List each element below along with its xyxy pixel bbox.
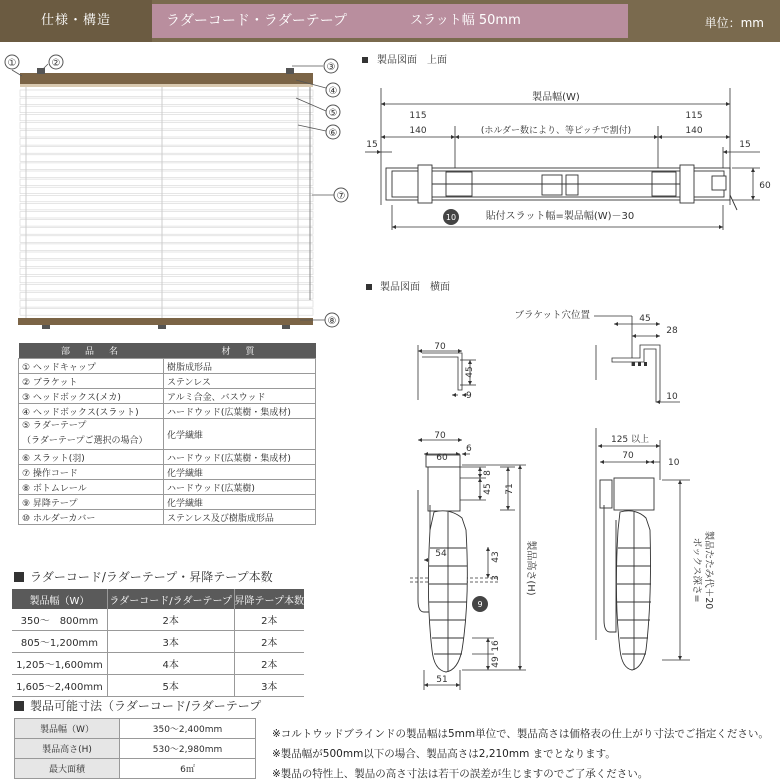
slat xyxy=(20,276,313,283)
dim-115-right: 115 xyxy=(685,111,703,121)
svg-text:28: 28 xyxy=(666,326,678,336)
parts-table xyxy=(18,343,316,525)
callout-7: ⑦ xyxy=(336,191,346,202)
bracket-hole-label: ブラケット穴位置 xyxy=(514,310,590,321)
slat xyxy=(20,187,313,194)
box-depth-label-2: 製品たたみ代＋20 xyxy=(703,530,714,610)
note-3: ※製品の特性上、製品の高さ寸法は若干の誤差が生じますのでご了承ください。 xyxy=(272,768,649,780)
size-table xyxy=(14,718,256,779)
side-view xyxy=(366,280,715,690)
svg-text:45: 45 xyxy=(483,483,493,495)
table-row: ⑧ ボトムレール ハードウッド(広葉樹) xyxy=(19,480,316,495)
counts-title: ラダーコード/ラダーテープ・昇降テープ本数 xyxy=(14,568,273,585)
svg-text:71: 71 xyxy=(505,483,515,495)
slat xyxy=(20,98,313,105)
section-title: 仕様・構造 xyxy=(0,0,152,42)
size-title: 製品可能寸法（ラダーコード/ラダーテープ xyxy=(14,697,261,714)
svg-text:60: 60 xyxy=(436,453,448,463)
svg-text:9: 9 xyxy=(477,600,483,609)
table-row: ⑨ 昇降テープ 化学繊維 xyxy=(19,495,316,510)
table-row: ⑩ ホルダーカバー ステンレス及び樹脂成形品 xyxy=(19,510,316,525)
slat xyxy=(20,147,313,154)
table-row: 製品幅（W） 350～2,400mm xyxy=(15,719,256,739)
dim-15-right: 15 xyxy=(739,140,751,150)
table-row: 1,205～1,600mm 4本 2本 xyxy=(12,653,304,675)
callout-4: ④ xyxy=(328,86,338,97)
page-title: ラダーコード・ラダーテープ xyxy=(166,13,348,29)
svg-text:125 以上: 125 以上 xyxy=(610,435,650,445)
notes xyxy=(272,724,780,784)
table-row: ⑦ 操作コード 化学繊維 xyxy=(19,465,316,480)
callout-8: ⑧ xyxy=(327,316,337,327)
svg-text:16: 16 xyxy=(491,640,501,652)
parts-header-material: 材 質 xyxy=(164,343,316,359)
note-2: ※製品幅が500mm以下の場合、製品高さは2,210mm までとなります。 xyxy=(272,748,616,760)
slat xyxy=(20,139,313,146)
slat xyxy=(20,163,313,170)
table-row: ⑥ スラット(羽) ハードウッド(広葉樹・集成材) xyxy=(19,450,316,465)
callout-6: ⑥ xyxy=(328,128,338,139)
parts-header-name: 部 品 名 xyxy=(19,343,164,359)
slat xyxy=(20,203,313,210)
dim-140-right: 140 xyxy=(685,126,703,136)
slat xyxy=(20,122,313,128)
dim-15-left: 15 xyxy=(366,140,378,150)
svg-text:45: 45 xyxy=(465,366,475,378)
table-row: 1,605～2,400mm 5本 3本 xyxy=(12,675,304,697)
height-label: 製品高さ(H) xyxy=(525,540,536,596)
slats xyxy=(20,90,313,315)
svg-text:9: 9 xyxy=(466,391,472,401)
table-row: ① ヘッドキャップ 樹脂成形品 xyxy=(19,359,316,374)
svg-text:6: 6 xyxy=(466,444,472,454)
slat xyxy=(20,106,313,113)
table-row: ⑤ ラダーテープ （ラダーテープご選択の場合） 化学繊維 xyxy=(19,419,316,450)
slat xyxy=(20,260,313,267)
table-row: 製品高さ(H) 530～2,980mm xyxy=(15,739,256,759)
svg-text:70: 70 xyxy=(622,451,634,461)
product-width-label: 製品幅(W) xyxy=(532,92,580,103)
callout-5: ⑤ xyxy=(328,108,338,119)
svg-text:10: 10 xyxy=(668,458,680,468)
slat xyxy=(20,155,313,162)
svg-text:10: 10 xyxy=(445,213,457,222)
slat xyxy=(20,252,313,259)
table-row: 最大面積 6㎡ xyxy=(15,759,256,779)
bracket-right xyxy=(286,68,294,74)
bottom-rail xyxy=(18,318,313,325)
box-depth-label-1: ボックス深さ= xyxy=(691,537,702,603)
top-view xyxy=(362,53,771,230)
svg-text:43: 43 xyxy=(491,551,501,563)
slat xyxy=(20,228,313,235)
slat xyxy=(20,179,313,186)
callout-2: ② xyxy=(51,58,61,69)
dim-60: 60 xyxy=(759,181,771,191)
dim-115-left: 115 xyxy=(409,111,427,121)
table-row: 805～1,200mm 3本 2本 xyxy=(12,631,304,653)
slat xyxy=(20,244,313,251)
slat xyxy=(20,90,313,97)
slat-width: スラット幅 50mm xyxy=(410,13,521,28)
table-row: 350～ 800mm 2本 2本 xyxy=(12,609,304,631)
svg-text:3: 3 xyxy=(491,575,501,581)
svg-text:45: 45 xyxy=(639,314,651,324)
slat xyxy=(20,114,313,121)
headbox xyxy=(20,73,313,84)
table-row: ③ ヘッドボックス(メカ) アルミ合金、バスウッド xyxy=(19,389,316,404)
callout-1: ① xyxy=(7,58,17,69)
holder-note: (ホルダー数により、等ピッチで割付) xyxy=(480,126,632,136)
slat xyxy=(20,195,313,202)
note-1: ※コルトウッドブラインドの製品幅は5mm単位で、製品高さは価格表の仕上がり寸法でご指定ください。 xyxy=(272,728,769,740)
table-row: ④ ヘッドボックス(スラット) ハードウッド(広葉樹・集成材) xyxy=(19,404,316,419)
side-view-label: 製品図面 横面 xyxy=(380,282,450,293)
dim-140-left: 140 xyxy=(409,126,427,136)
svg-text:51: 51 xyxy=(436,675,448,685)
slat xyxy=(20,212,313,219)
slat-width-note: 貼付スラット幅=製品幅(W)－30 xyxy=(485,211,635,222)
bracket-left xyxy=(37,68,45,74)
svg-text:54: 54 xyxy=(435,549,447,559)
unit-label: 単位：mm xyxy=(704,16,764,30)
front-view xyxy=(5,55,348,329)
slat xyxy=(20,284,313,291)
slat xyxy=(20,301,313,308)
slat xyxy=(20,236,313,243)
svg-text:49: 49 xyxy=(491,656,501,668)
slat xyxy=(20,131,313,138)
slat xyxy=(20,220,313,227)
slat xyxy=(20,293,313,300)
svg-text:10: 10 xyxy=(666,392,678,402)
svg-text:70: 70 xyxy=(434,342,446,352)
svg-text:70: 70 xyxy=(434,431,446,441)
slat xyxy=(20,268,313,275)
counts-table: 製品幅（W） ラダーコード/ラダーテープ 昇降テープ本数 350～ 800mm 2本 2本 805～1,200mm 3本 2本 1,205～1,600mm 4本 2本 1,605～2,400mm 5本 3本 xyxy=(12,589,304,697)
callout-3: ③ xyxy=(326,62,336,73)
table-row: ② ブラケット ステンレス xyxy=(19,374,316,389)
svg-text:8: 8 xyxy=(483,470,493,476)
slat xyxy=(20,171,313,178)
top-view-label: 製品図面 上面 xyxy=(377,55,447,66)
slat xyxy=(20,309,313,316)
